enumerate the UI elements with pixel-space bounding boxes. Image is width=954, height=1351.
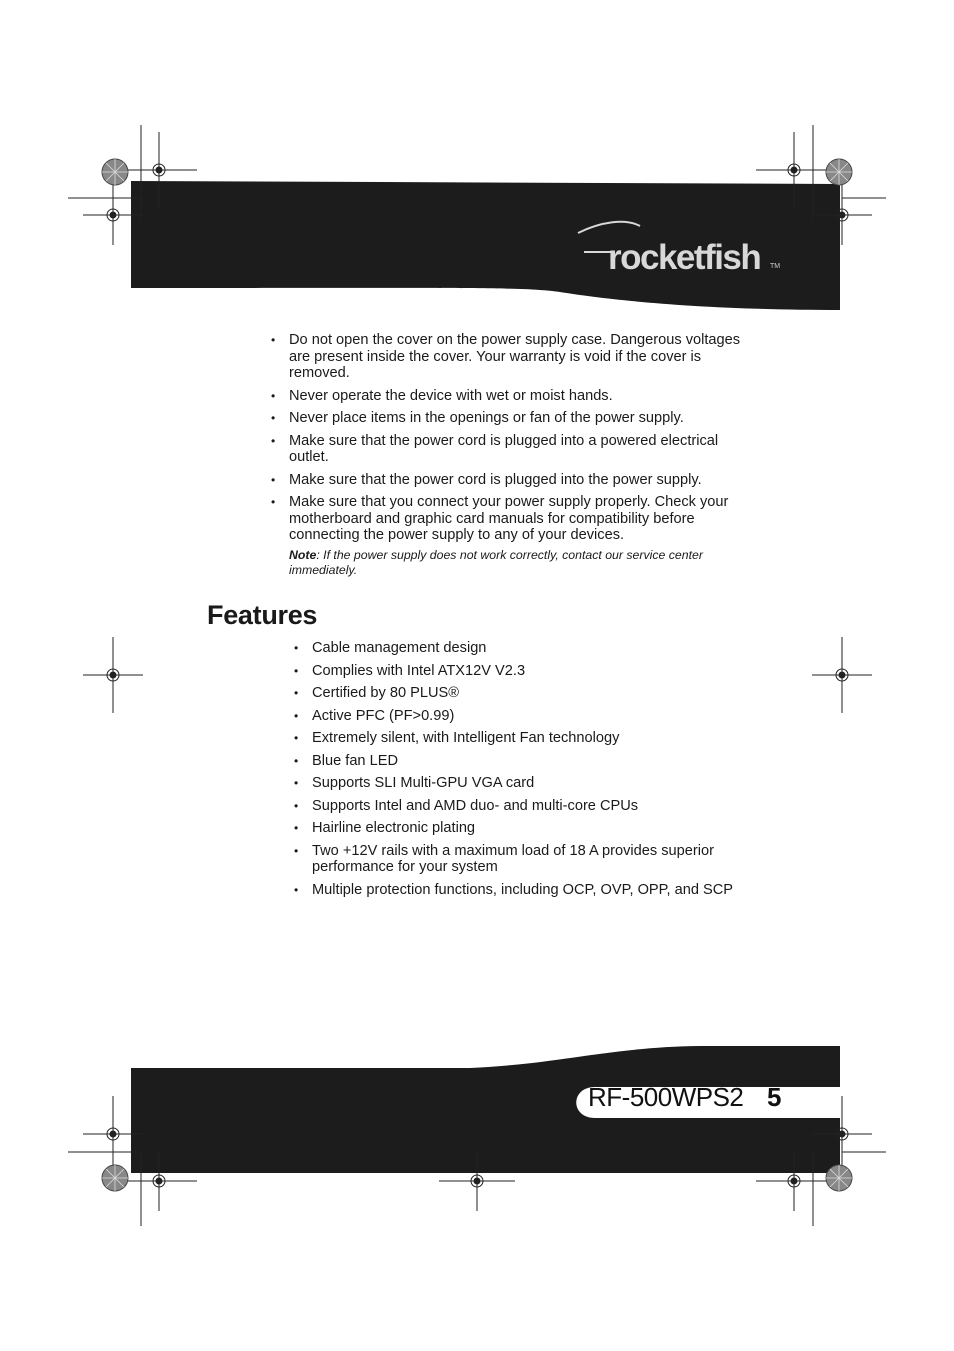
- features-list: [312, 640, 752, 898]
- list-item: • Cable management design: [312, 640, 752, 657]
- list-item: • Make sure that the power cord is plugged into the power supply.: [289, 472, 759, 489]
- trademark-mark: TM: [770, 263, 781, 270]
- list-item: • Two +12V rails with a maximum load of 18 A provides superior performance for your system: [312, 843, 752, 876]
- list-item: • Never operate the device with wet or moist hands.: [289, 388, 759, 405]
- list-item: • Certified by 80 PLUS®: [312, 685, 752, 702]
- list-item: • Supports SLI Multi-GPU VGA card: [312, 775, 752, 792]
- note-label: Note: [289, 548, 317, 562]
- list-item: • Active PFC (PF>0.99): [312, 708, 752, 725]
- note-text: [289, 548, 759, 578]
- note-body: : If the power supply does not work correctly, contact our service center immediately.: [289, 548, 703, 577]
- list-item: • Supports Intel and AMD duo- and multi-core CPUs: [312, 798, 752, 815]
- page-title: Features: [207, 600, 318, 630]
- list-item: • Never place items in the openings or fan of the power supply.: [289, 410, 759, 427]
- model-number: RF-500WPS2: [588, 1082, 744, 1112]
- list-item: • Multiple protection functions, including OCP, OVP, OPP, and SCP: [312, 882, 752, 899]
- list-item: • Extremely silent, with Intelligent Fan technology: [312, 730, 752, 747]
- list-item: • Hairline electronic plating: [312, 820, 752, 837]
- list-item: • Do not open the cover on the power supply case. Dangerous voltages are present inside the cover. Your warranty is void if the cover is removed.: [289, 332, 759, 382]
- list-item: • Make sure that you connect your power supply properly. Check your motherboard and graphic card manuals for compatibility before connecting the power supply to any of your devices.: [289, 494, 759, 544]
- list-item: • Make sure that the power cord is plugged into a powered electrical outlet.: [289, 433, 759, 466]
- safety-list: [289, 332, 759, 544]
- list-item: • Blue fan LED: [312, 753, 752, 770]
- page-number: 5: [767, 1082, 782, 1112]
- brand-logo: rocketfish: [608, 238, 761, 277]
- list-item: • Complies with Intel ATX12V V2.3: [312, 663, 752, 680]
